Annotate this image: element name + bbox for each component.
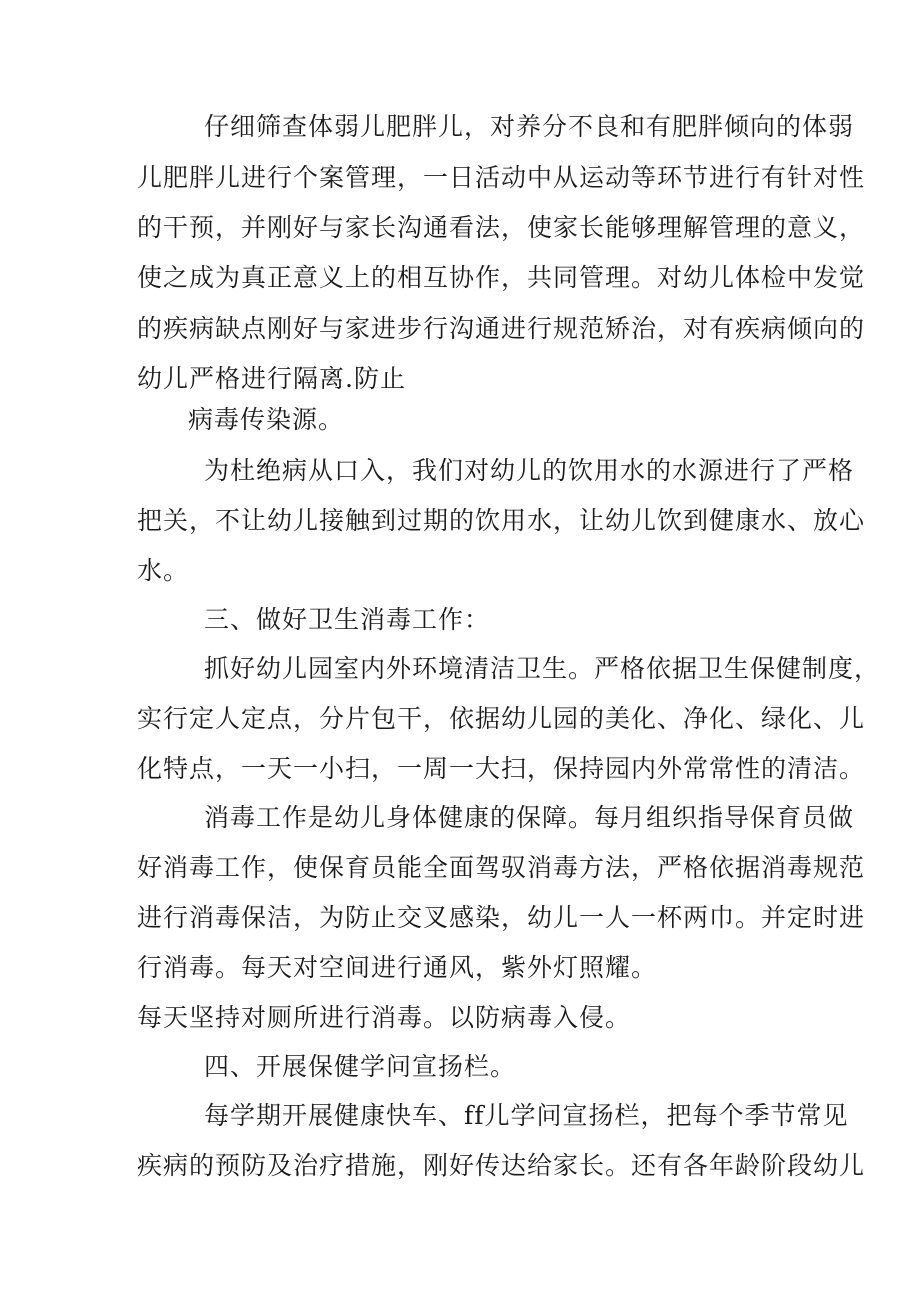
section-heading-4: 四、开展保健学问宣扬栏。 [204, 1052, 517, 1081]
text-line-1: 仔细筛查体弱儿肥胖儿，对养分不良和有肥胖倾向的体弱 [204, 112, 855, 141]
text-line-9: 把关，不让幼儿接触到过期的饮用水，让幼儿饮到健康水、放心 [137, 506, 866, 535]
text-line-16: 好消毒工作，使保育员能全面驾驭消毒方法，严格依据消毒规范 [137, 853, 866, 882]
text-line-18: 行消毒。每天对空间进行通风，紫外灯照耀。 [137, 953, 658, 982]
text-line-5: 的疾病缺点刚好与家进步行沟通进行规范矫治，对有疾病倾向的 [137, 314, 866, 343]
text-line-22: 疾病的预防及治疗措施，刚好传达给家长。还有各年龄阶段幼儿 [137, 1151, 866, 1180]
section-heading-3: 三、做好卫生消毒工作： [204, 605, 491, 634]
text-line-13: 实行定人定点，分片包干，依据幼儿园的美化、净化、绿化、儿 [137, 704, 866, 733]
text-line-14: 化特点，一天一小扫，一周一大扫，保持园内外常常性的清洁。 [137, 754, 866, 783]
text-line-4: 使之成为真正意义上的相互协作，共同管理。对幼儿体检中发觉 [137, 263, 866, 292]
text-line-12: 抓好幼儿园室内外环境清洁卫生。严格依据卫生保健制度， [204, 654, 881, 683]
text-line-19: 每天坚持对厕所进行消毒。以防病毒入侵。 [137, 1003, 632, 1032]
text-line-8: 为杜绝病从口入，我们对幼儿的饮用水的水源进行了严格 [204, 456, 855, 485]
text-line-21: 每学期开展健康快车、ff儿学问宣扬栏，把每个季节常见 [204, 1101, 849, 1130]
text-line-17: 进行消毒保洁，为防止交叉感染，幼儿一人一杯两巾。并定时进 [137, 903, 866, 932]
text-line-15: 消毒工作是幼儿身体健康的保障。每月组织指导保育员做 [204, 803, 855, 832]
text-line-7: 病毒传染源。 [188, 405, 345, 434]
text-line-10: 水。 [137, 556, 190, 585]
text-line-3: 的干预，并刚好与家长沟通看法，使家长能够理解管理的意义， [137, 213, 866, 242]
text-line-6: 幼儿严格进行隔离.防止 [137, 364, 406, 393]
text-line-2: 儿肥胖儿进行个案管理，一日活动中从运动等环节进行有针对性 [137, 163, 866, 192]
